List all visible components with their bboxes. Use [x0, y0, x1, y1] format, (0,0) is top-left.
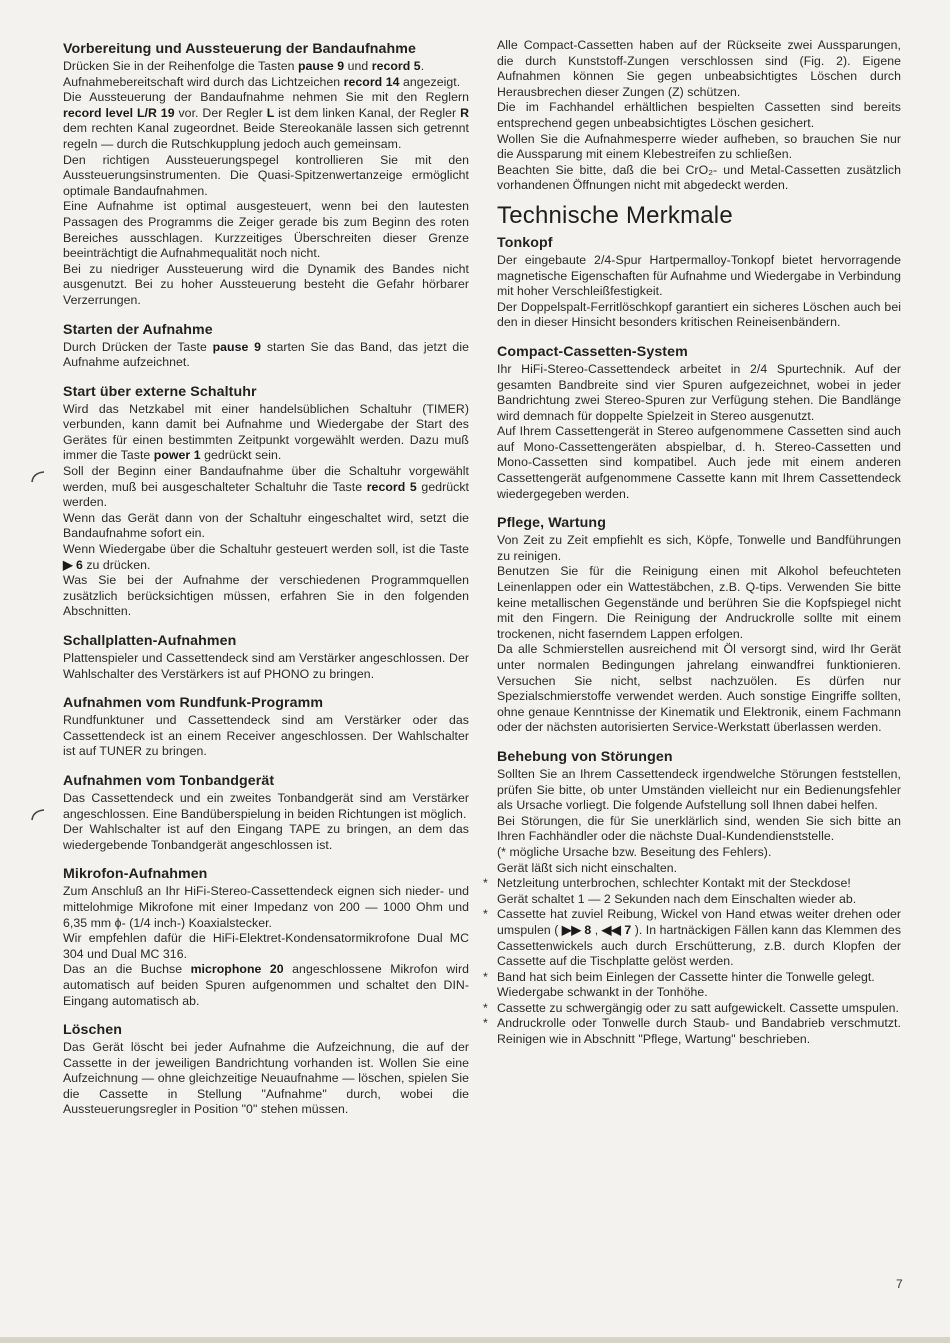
- key-label: R: [460, 105, 470, 120]
- asterisk: *: [483, 907, 488, 922]
- paragraph: Das an die Buchse microphone 20 angeschlossene Mikrofon wird automatisch auf beiden Spuren aufgenommen und schaltet den DIN-Eingang automatisch ab.: [63, 962, 469, 1008]
- fault-title: Gerät läßt sich nicht einschalten.: [497, 860, 678, 875]
- key-label: ▶▶ 8: [561, 922, 592, 937]
- section-title: Behebung von Störungen: [497, 748, 673, 765]
- page-edge: [0, 1337, 950, 1343]
- key-label: ▶ 6: [63, 557, 83, 572]
- asterisk: *: [483, 1000, 488, 1015]
- fault-cause: * Cassette hat zuviel Reibung, Wickel von Hand etwas weiter drehen oder umspulen ( ▶▶ 8 , ◀◀ 7 ). In hartnäckigen Fällen kann das Klemmen des Cassettenwickels auch durch Erschütterung, z.B. durch Klopfen der Cassette auf die Tischplatte gelöst werden.: [483, 907, 902, 969]
- paragraph: Plattenspieler und Cassettendeck sind am Verstärker angeschlossen. Der Wahlschalter des Verstärkers ist auf PHONO zu bringen.: [63, 651, 469, 681]
- paragraph: Der Doppelspalt-Ferritlöschkopf garantiert ein sicheres Löschen auch bei den in dieser Hinsicht besonders kritischen Reineisenbändern.: [497, 299, 901, 330]
- hole-punch-mark: [30, 470, 46, 484]
- fault-title: Gerät schaltet 1 — 2 Sekunden nach dem Einschalten wieder ab.: [497, 891, 857, 906]
- paragraph: Der eingebaute 2/4-Spur Hartpermalloy-Tonkopf bietet hervorragende magnetische Eigenschaften für Aufnahme und Wiedergabe in Verbindung mit hoher Verschleißfestigkeit.: [497, 252, 901, 299]
- section-tonkopf: [497, 234, 901, 331]
- paragraph: Beachten Sie bitte, daß die bei CrO₂- und Metal-Cassetten zusätzlich vorhandenen Öffnungen nicht mit abgedeckt werden.: [497, 162, 901, 193]
- section-title: Aufnahmen vom Tonbandgerät: [63, 772, 275, 789]
- paragraph: Durch Drücken der Taste pause 9 starten Sie das Band, das jetzt die Aufnahme aufzeichnet.: [63, 339, 469, 370]
- page-number: 7: [896, 1277, 903, 1291]
- paragraph: Von Zeit zu Zeit empfiehlt es sich, Köpfe, Tonwelle und Bandführungen zu reinigen.: [497, 533, 901, 563]
- section-tonbandgeraet: [63, 772, 469, 853]
- paragraph: Zum Anschluß an Ihr HiFi-Stereo-Cassettendeck eignen sich nieder- und mittelohmige Mikrofone mit einer Impedanz von 200 — 1000 Ohm und 6,35 mm ϕ- (1/4 inch-) Koaxialstecker.: [63, 884, 469, 930]
- key-label: record 14: [343, 74, 400, 89]
- key-label: record 5: [371, 59, 421, 73]
- paragraph: Die Aussteuerung der Bandaufnahme nehmen Sie mit den Reglern record level L/R 19 vor. Der Regler L ist dem linken Kanal, der Regler R dem rechten Kanal zugeordnet. Beide Stereokanäle lassen sich getrennt regeln — durch die Rutschkupplung jedoch auch gemeinsam.: [63, 90, 470, 151]
- key-label: record 5: [366, 479, 417, 494]
- asterisk: *: [483, 876, 488, 891]
- section-loeschen: [63, 1021, 469, 1118]
- section-title: Löschen: [63, 1022, 123, 1039]
- section-rundfunk: [63, 694, 469, 760]
- key-label: ◀◀ 7: [601, 922, 632, 937]
- fault-cause: * Netzleitung unterbrochen, schlechter Kontakt mit der Steckdose!: [483, 876, 851, 891]
- paragraph: Das Cassettendeck und ein zweites Tonbandgerät sind am Verstärker angeschlossen. Eine Bandüberspielung in beiden Richtungen ist möglich.: [63, 790, 469, 821]
- paragraph: Aufnahmebereitschaft wird durch das Lichtzeichen record 14 angezeigt.: [63, 74, 461, 89]
- paragraph: Sollten Sie an Ihrem Cassettendeck irgendwelche Störungen feststellen, prüfen Sie bitte, ob unter Umständen vielleicht nur ein Bedienungsfehler als Ursache vorliegt. Die folgende Aufstellung soll Ihnen dabei helfen.: [497, 766, 901, 813]
- paragraph: Den richtigen Aussteuerungspegel kontrollieren Sie mit den Aussteuerungsinstrumenten. Die Quasi-Spitzenwertanzeige ermöglicht optimale Bandaufnahmen.: [63, 152, 469, 198]
- section-vorbereitung: [63, 40, 469, 309]
- paragraph: Das Gerät löscht bei jeder Aufnahme die Aufzeichnung, die auf der Cassette in der jeweiligen Bandrichtung vorhanden ist. Wollen Sie eine Aufzeichnung — ohne gleichzeitige Neuaufnahme — löschen, spielen Sie die Cassette in Stellung "Aufnahme" durch, wobei die Aussteuerungsregler in Position "0" stehen müssen.: [63, 1040, 469, 1117]
- section-title: Vorbereitung und Aussteuerung der Bandaufnahme: [63, 41, 417, 57]
- paragraph: Der Wahlschalter ist auf den Eingang TAPE zu bringen, an dem das wiedergebende Tonbandgerät angeschlossen ist.: [63, 822, 469, 852]
- paragraph: Wenn Wiedergabe über die Schaltuhr gesteuert werden soll, ist die Taste ▶ 6 zu drücken.: [63, 542, 469, 572]
- key-label: microphone 20: [190, 962, 284, 977]
- asterisk: *: [483, 969, 488, 984]
- paragraph: Wird das Netzkabel mit einer handelsüblichen Schaltuhr (TIMER) verbunden, kann damit bei Aufnahme und Wiedergabe der Start des Gerätes für einen bestimmten Zeitpunkt vorgewählt werden. Dazu muß immer die Taste power 1 gedrückt sein.: [63, 401, 469, 463]
- section-compact-cassetten: [497, 343, 901, 502]
- section-schallplatten: [63, 632, 469, 682]
- paragraph: Ihr HiFi-Stereo-Cassettendeck arbeitet in 2/4 Spurtechnik. Auf der gesamten Bandbreite sind vier Spuren aufgezeichnet, wobei in jeder Bandrichtung zwei Stereo-Spuren zur Verfügung stehen. Die Bandlänge wird demnach für doppelte Spielzeit in Stereo ausgenutzt.: [497, 361, 901, 423]
- right-column: [483, 38, 902, 1060]
- paragraph: Wenn das Gerät dann von der Schaltuhr eingeschaltet wird, setzt die Bandaufnahme sofort ein.: [63, 510, 469, 541]
- section-stoerungen: [483, 748, 902, 1048]
- fault-cause: * Cassette zu schwergängig oder zu satt aufgewickelt. Cassette umspulen.: [483, 1000, 899, 1015]
- paragraph: Bei Störungen, die für Sie unerklärlich sind, wenden Sie sich bitte an Ihren Fachhändler oder die nächste Dual-Kundendienststelle.: [497, 813, 901, 844]
- legend-note: (* mögliche Ursache bzw. Beseitung des Fehlers).: [497, 844, 772, 859]
- chapter-heading: Technische Merkmale: [497, 201, 733, 229]
- section-schaltuhr: [63, 383, 469, 620]
- key-label: pause 9: [297, 59, 345, 73]
- section-mikrofon: [63, 865, 469, 1009]
- paragraph: Wollen Sie die Aufnahmesperre wieder aufheben, so brauchen Sie nur die Aussparung mit einem Klebestreifen zu schließen.: [497, 131, 901, 162]
- asterisk: *: [483, 1016, 488, 1031]
- section-title: Start über externe Schaltuhr: [63, 383, 257, 400]
- key-label: record level L/R 19: [63, 105, 175, 120]
- paragraph: Eine Aufnahme ist optimal ausgesteuert, wenn bei den lautesten Passagen des Programms die Zeiger gerade bis zum Beginn des roten Bereiches ausschlagen. Kurzzeitiges Überschreiten dieser Grenze beeinträchtigt die Aufnahmequalität noch nicht.: [63, 199, 469, 261]
- left-column: [63, 38, 469, 1130]
- section-title: Mikrofon-Aufnahmen: [63, 866, 208, 883]
- paragraph: Wir empfehlen dafür die HiFi-Elektret-Kondensatormikrofone Dual MC 304 und Dual MC 316.: [63, 931, 469, 961]
- paragraph: Rundfunktuner und Cassettendeck sind am Verstärker oder das Cassettendeck ist an einem Receiver angeschlossen. Der Wahlschalter ist auf TUNER zu bringen.: [63, 713, 469, 759]
- paragraph: Die im Fachhandel erhältlichen bespielten Cassetten sind bereits entsprechend gegen unbeabsichtigtes Löschen gesichert.: [497, 100, 901, 130]
- hole-punch-mark: [30, 808, 46, 822]
- section-cassette-sperre: [497, 38, 901, 194]
- section-title: Aufnahmen vom Rundfunk-Programm: [63, 695, 324, 712]
- section-title: Starten der Aufnahme: [63, 321, 213, 338]
- section-title: Tonkopf: [497, 234, 553, 251]
- paragraph: Da alle Schmierstellen ausreichend mit Öl versorgt sind, wird Ihr Gerät unter normalen Bedingungen jahrelang einwandfrei funktionieren. Versuchen Sie nicht, selbst nachzuölen. Es dürfen nur Spezialschmierstoffe verwendet werden. Auch sonstige Eingriffe sollten, ohne genaue Kenntnisse der Kinematik und Elektronik, einem Fachmann oder der nächsten autorisierten Service-Werkstatt überlassen werden.: [497, 642, 901, 735]
- fault-title: Wiedergabe schwankt in der Tonhöhe.: [497, 985, 708, 1000]
- paragraph: Alle Compact-Cassetten haben auf der Rückseite zwei Aussparungen, die durch Kunststoff-Zungen verschlossen sind (Fig. 2). Eigene Aufnahmen können Sie gegen unbeabsichtigtes Löschen durch Herausbrechen dieser Zungen (Z) schützen.: [497, 38, 901, 99]
- paragraph: Bei zu niedriger Aussteuerung wird die Dynamik des Bandes nicht ausgenutzt. Bei zu hoher Aussteuerung besteht die Gefahr hörbarer Verzerrungen.: [63, 261, 469, 307]
- fault-cause: * Andruckrolle oder Tonwelle durch Staub- und Bandabrieb verschmutzt. Reinigen wie in Abschnitt "Pflege, Wartung" beschrieben.: [483, 1016, 901, 1047]
- section-title: Pflege, Wartung: [497, 515, 606, 532]
- paragraph: Soll der Beginn einer Bandaufnahme über die Schaltuhr vorgewählt werden, muß bei ausgeschalteter Schaltuhr die Taste record 5 gedrückt werden.: [63, 464, 469, 510]
- section-pflege: [497, 514, 901, 736]
- section-title: Compact-Cassetten-System: [497, 343, 688, 360]
- key-label: L: [266, 105, 275, 120]
- paragraph: Benutzen Sie für die Reinigung einen mit Alkohol befeuchteten Leinenlappen oder ein Wattestäbchen, z.B. Q-tips. Verwenden Sie bitte keine metallischen Gegenstände und berühren Sie die Kopfspiegel nicht mit den Fingern. Die Reinigung der Andruckrolle sollte mit einem trockenen, nicht faserndem Lappen erfolgen.: [497, 564, 901, 641]
- key-label: pause 9: [212, 339, 262, 354]
- paragraph: Was Sie bei der Aufnahme der verschiedenen Programmquellen zusätzlich berücksichtigen müssen, erfahren Sie in den folgenden Abschnitten.: [63, 573, 469, 619]
- paragraph: Auf Ihrem Cassettengerät in Stereo aufgenommene Cassetten sind auch auf Mono-Cassettengeräten abspielbar, d. h. Stereo-Cassetten und Mono-Cassetten sind kompatibel. Auch jede mit einem anderen Cassettengerät aufgenommene Cassette kann mit Ihrem Cassettendeck wiedergegeben werden.: [497, 424, 901, 501]
- paragraph: Drücken Sie in der Reihenfolge die Tasten pause 9 und record 5.: [63, 59, 425, 73]
- fault-cause: * Band hat sich beim Einlegen der Cassette hinter die Tonwelle gelegt.: [483, 969, 875, 984]
- section-title: Schallplatten-Aufnahmen: [63, 633, 237, 649]
- key-label: power 1: [153, 448, 201, 463]
- section-starten: [63, 321, 469, 371]
